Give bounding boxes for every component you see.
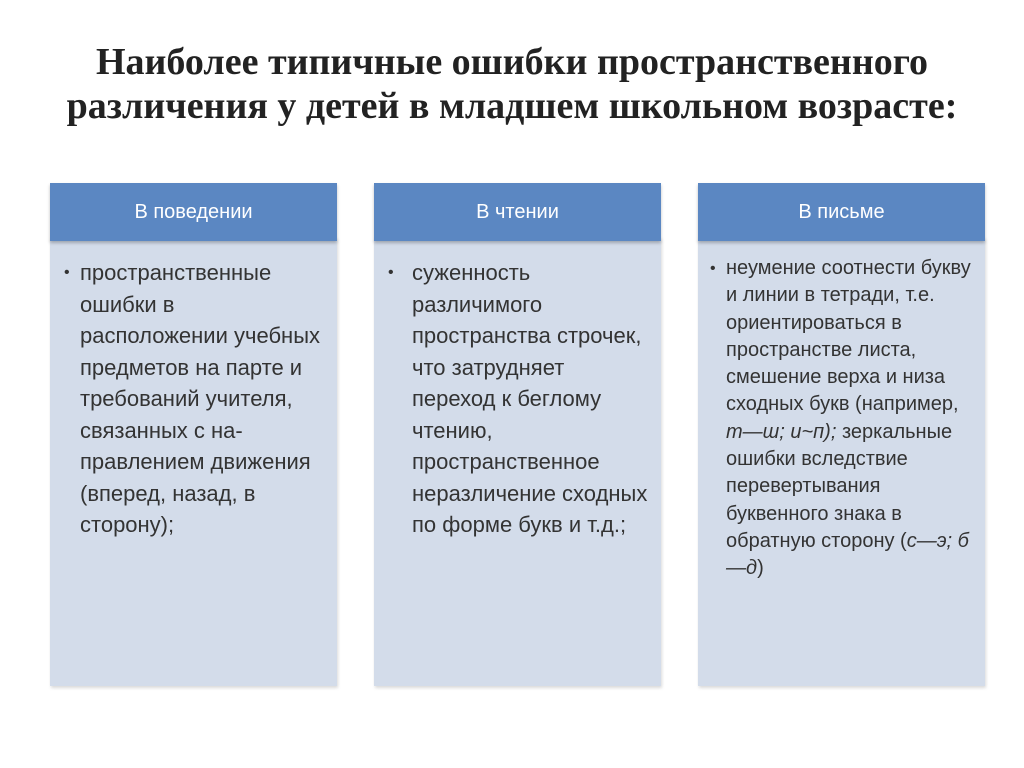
column-body-writing: [698, 237, 985, 686]
text-part: зеркальные ошибки вследствие перевертывания буквенного знака в обратную сторону (: [726, 420, 953, 552]
slide-title: Наиболее типичные ошибки пространственного различения у детей в младшем школьном возрасте:: [66, 41, 958, 127]
bullet-text: пространственные ошибки в расположении учебных предметов на парте и требований учителя, связанных с на-правлением движения (вперед, назад, в сторону);: [80, 260, 321, 537]
column-header-writing: В письме: [698, 183, 985, 241]
bullet-glyph: •: [710, 260, 716, 277]
bullet-text: [726, 255, 978, 583]
bullet-item: [64, 257, 326, 541]
column-header-reading: В чтении: [374, 183, 661, 241]
text-part: ): [757, 557, 764, 580]
column-body-behavior: [50, 237, 337, 686]
column-writing: [698, 183, 985, 686]
bullet-text: суженность различимого пространства строчек, что затрудняет переход к беглому чтению, пространственное неразличение сходных по форме букв и т.д.;: [412, 260, 648, 537]
bullet-glyph: •: [64, 264, 70, 281]
bullet-item: [710, 255, 978, 583]
bullet-item: [388, 257, 650, 541]
letter-example: с—э; б—д: [726, 529, 969, 580]
text-part: неумение соотнести букву и линии в тетради, т.е. ориентироваться в пространстве листа, смешение верха и низа сходных букв (например,: [726, 257, 971, 416]
column-behavior: [50, 183, 337, 686]
letter-example: т—ш; и~п);: [726, 420, 837, 443]
column-header-behavior: В поведении: [50, 183, 337, 241]
bullet-glyph: •: [388, 264, 394, 281]
column-reading: [374, 183, 661, 686]
column-body-reading: [374, 237, 661, 686]
